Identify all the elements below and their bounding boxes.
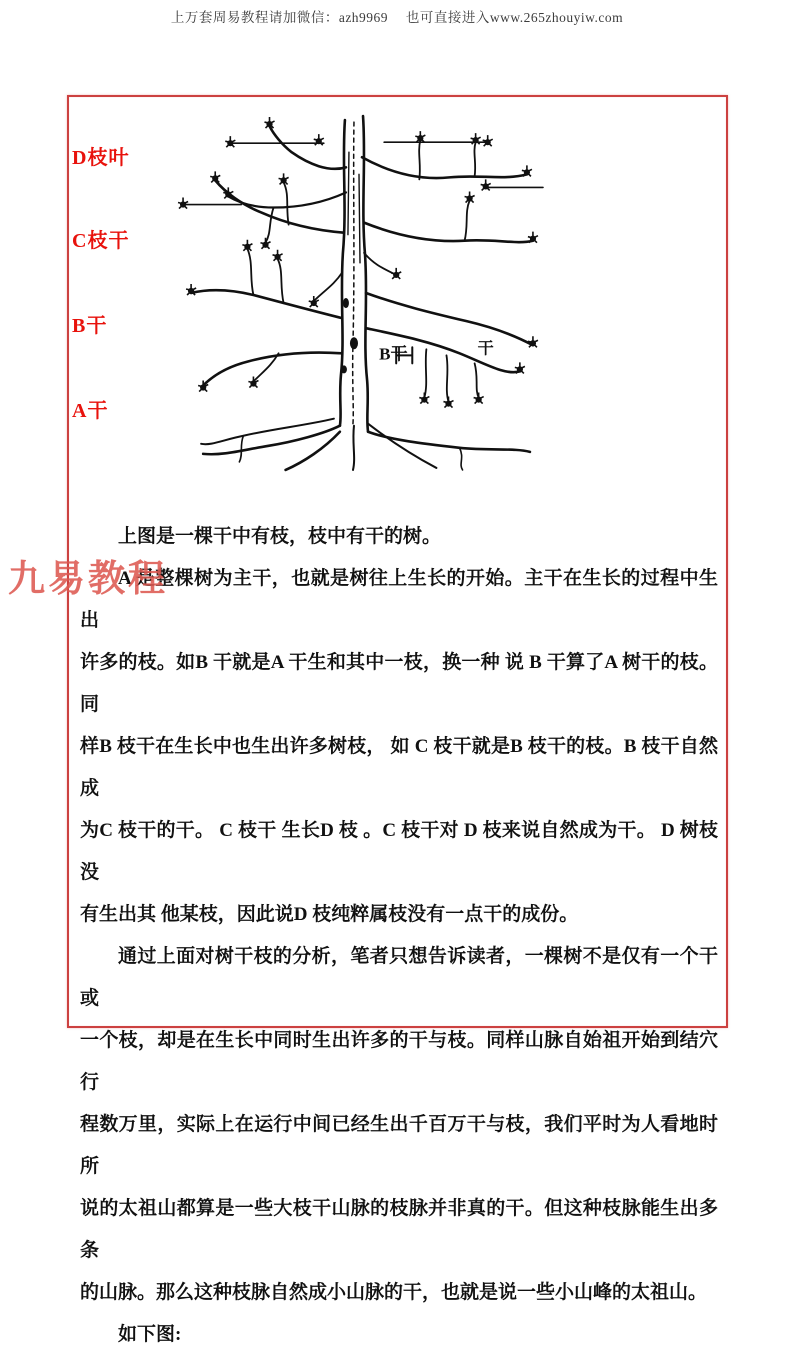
- body-line: 为C 枝干的干。 C 枝干 生长D 枝 。C 枝干对 D 枝来说自然成为干。 D 树枝没: [80, 820, 718, 883]
- body-line: A 是整棵树为主干，也就是树往上生长的开始。主干在生长的过程中生出: [80, 568, 718, 631]
- body-line: 上图是一棵干中有枝，枝中有干的树。: [118, 526, 442, 547]
- body-line: 样B 枝干在生长中也生出许多树枝， 如 C 枝干就是B 枝干的枝。B 枝干自然成: [80, 736, 718, 799]
- body-line: 的山脉。那么这种枝脉自然成小山脉的干，也就是说一些小山峰的太祖山。: [80, 1282, 708, 1303]
- header-banner: 上万套周易教程请加微信：azh9969 也可直接进入www.265zhouyiw.com: [170, 10, 624, 25]
- watermark: 九易教程: [8, 559, 168, 600]
- tree-figure: [173, 112, 545, 474]
- tree-strokes: [185, 116, 543, 470]
- body-line: 通过上面对树干枝的分析，笔者只想告诉读者，一棵树不是仅有一个干或: [80, 946, 718, 1009]
- figure-label-b: B干: [72, 315, 108, 337]
- figure-label-c: C枝干: [72, 230, 130, 252]
- body-line: 如下图:: [118, 1324, 182, 1345]
- tree-inline-label-b: B干: [379, 344, 408, 364]
- tree-inline-label-gan: 干: [477, 340, 494, 358]
- body-line: 程数万里，实际上在运行中间已经生出千百万干与枝，我们平时为人看地时所: [80, 1114, 718, 1177]
- body-line: 许多的枝。如B 干就是A 干生和其中一枝，换一种 说 B 干算了A 树干的枝。同: [80, 652, 718, 715]
- figure-label-a: A干: [72, 400, 109, 422]
- body-text: [80, 516, 718, 1356]
- tree-illustration: [173, 112, 545, 474]
- body-line: 一个枝，却是在生长中同时生出许多的干与枝。同样山脉自始祖开始到结穴行: [80, 1030, 718, 1093]
- body-line: 说的太祖山都算是一些大枝干山脉的枝脉并非真的干。但这种枝脉能生出多条: [80, 1198, 718, 1261]
- body-line: 有生出其 他某枝，因此说D 枝纯粹属枝没有一点干的成份。: [80, 904, 579, 925]
- figure-label-d: D枝叶: [72, 147, 130, 169]
